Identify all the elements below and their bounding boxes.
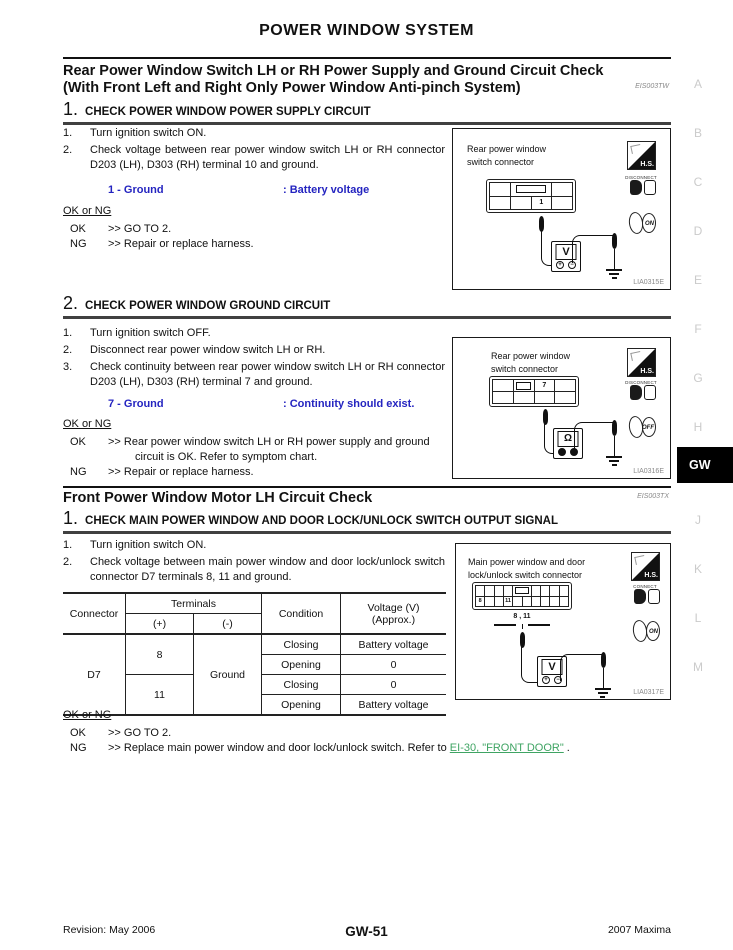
procedure-item xyxy=(63,326,445,341)
okng-label: OK or NG xyxy=(63,205,112,217)
terminal-cell: 8 xyxy=(476,597,484,607)
margin-tab-l: L xyxy=(694,611,702,625)
item-text: Check voltage between rear power window switch LH or RH connector D203 (LH), D303 (RH) terminal 10 and ground. xyxy=(90,144,445,171)
step-title: CHECK POWER WINDOW POWER SUPPLY CIRCUIT xyxy=(85,106,371,118)
divider xyxy=(63,57,671,59)
hs-tool-icon: H.S. xyxy=(627,141,656,170)
step3-heading xyxy=(63,508,671,534)
test-probe xyxy=(520,632,525,648)
cell-voltage: Battery voltage xyxy=(341,634,447,655)
cell-voltage: 0 xyxy=(341,675,447,695)
ignition-on-icon: ON xyxy=(633,618,660,645)
cell-condition: Closing xyxy=(262,675,341,695)
item-number: 2. xyxy=(63,556,73,568)
connect-icon-label: CONNECT xyxy=(633,584,657,589)
item-text: Turn ignition switch OFF. xyxy=(90,327,211,339)
ground-probe xyxy=(612,233,617,249)
terminal-cell: 7 xyxy=(535,380,555,391)
result-text: >> Repair or replace harness. xyxy=(108,466,254,478)
step-number: 1. xyxy=(63,99,79,119)
procedure-item xyxy=(63,555,453,585)
cell-condition: Opening xyxy=(262,695,341,716)
item-number: 1. xyxy=(63,539,73,551)
item-number: 1. xyxy=(63,127,73,139)
figure-caption: Rear power window switch connector xyxy=(491,351,571,374)
margin-tab-k: K xyxy=(693,562,702,576)
connector-slot xyxy=(516,382,531,390)
result-ng xyxy=(63,237,445,252)
connector-diagram xyxy=(489,376,579,407)
step-divider-bar xyxy=(63,316,671,319)
okng-label: OK or NG xyxy=(63,418,112,430)
wire xyxy=(614,249,615,269)
step-number: 2. xyxy=(63,293,79,313)
revision-label: Revision: May 2006 xyxy=(63,924,156,936)
step3-results xyxy=(63,708,671,756)
disconnect-icon-label: DISCONNECT xyxy=(625,380,657,385)
wire xyxy=(574,422,615,450)
cell-condition: Closing xyxy=(262,634,341,655)
result-key: OK xyxy=(70,727,86,739)
wire xyxy=(603,668,604,688)
result-text: >> Repair or replace harness. xyxy=(108,238,254,250)
terminals-label: 8 , 11 xyxy=(513,613,531,620)
ignition-off-icon: OFF xyxy=(629,414,656,441)
margin-tab-b: B xyxy=(693,126,702,140)
result-key: NG xyxy=(70,742,87,754)
step-divider-bar xyxy=(63,122,671,125)
disconnect-icon xyxy=(630,180,656,195)
step-number: 1. xyxy=(63,508,79,528)
cell-voltage: Battery voltage xyxy=(341,695,447,716)
margin-tab-g: G xyxy=(693,371,703,385)
spec-line xyxy=(63,397,445,412)
step1-body xyxy=(63,126,445,252)
th-connector: Connector xyxy=(63,593,126,634)
margin-tab-d: D xyxy=(693,224,703,238)
step2-heading xyxy=(63,293,671,319)
spec-line xyxy=(63,183,445,198)
divider xyxy=(63,486,671,488)
result-key: OK xyxy=(70,436,86,448)
item-text: Check continuity between rear power window switch LH or RH connector D203 (LH), D303 (RH) terminal 7 and ground. xyxy=(90,361,445,388)
spec-terminal: 1 - Ground xyxy=(108,184,164,196)
margin-tab-m: M xyxy=(693,660,703,674)
model-label: 2007 Maxima xyxy=(607,924,671,936)
spec-value: : Continuity should exist. xyxy=(283,398,415,410)
figure-rear-switch-continuity-check xyxy=(452,337,671,479)
margin-tab-h: H xyxy=(693,420,703,434)
voltage-spec-table xyxy=(63,592,446,716)
margin-tab-f: F xyxy=(694,322,702,336)
terminal-cell: 1 xyxy=(532,197,552,210)
item-number: 3. xyxy=(63,361,73,373)
th-terminals: Terminals xyxy=(126,593,262,614)
th-condition: Condition xyxy=(262,593,341,634)
section-title-line1: Front Power Window Motor LH Circuit Check xyxy=(63,490,373,506)
figure-caption: Rear power window switch connector xyxy=(467,144,547,167)
meter-minus-terminal: − xyxy=(568,261,576,269)
figure-main-switch-voltage-check xyxy=(455,543,671,700)
test-probe xyxy=(543,409,548,425)
spec-value: : Battery voltage xyxy=(283,184,370,196)
meter-display: V xyxy=(542,659,563,675)
item-text: Turn ignition switch ON. xyxy=(90,127,207,139)
item-number: 1. xyxy=(63,327,73,339)
hs-tool-icon: H.S. xyxy=(631,552,660,581)
result-text: >> GO TO 2. xyxy=(108,727,172,739)
th-plus: (+) xyxy=(126,614,194,635)
margin-tab-gw-active: GW xyxy=(677,447,733,483)
item-number: 2. xyxy=(63,144,73,156)
step3-body xyxy=(63,538,453,585)
figure-code: LIA0316E xyxy=(633,468,664,475)
page-number: GW-51 xyxy=(345,924,388,939)
result-ng xyxy=(63,741,671,756)
figure-code: LIA0315E xyxy=(633,279,664,286)
section-title-line1: Rear Power Window Switch LH or RH Power Supply and Ground Circuit Check xyxy=(63,63,604,79)
cell-terminal-minus: Ground xyxy=(194,634,262,715)
page-title: POWER WINDOW SYSTEM xyxy=(259,22,474,39)
section-title-line2: (With Front Left and Right Only Power Window Anti-pinch System) xyxy=(63,79,521,96)
cell-connector: D7 xyxy=(63,634,126,715)
meter-terminal xyxy=(558,448,566,456)
disconnect-icon xyxy=(630,385,656,400)
figure-code: LIA0317E xyxy=(633,689,664,696)
section-title-front-motor xyxy=(63,490,671,507)
result-ng xyxy=(63,465,445,480)
margin-tab-c: C xyxy=(693,175,703,189)
th-voltage: Voltage (V) (Approx.) xyxy=(341,593,447,634)
ei-30-front-door-link[interactable]: EI-30, "FRONT DOOR" xyxy=(449,742,564,754)
section-code: EIS003TX xyxy=(637,493,669,500)
result-key: NG xyxy=(70,238,87,250)
th-minus: (-) xyxy=(194,614,262,635)
step-title: CHECK MAIN POWER WINDOW AND DOOR LOCK/UNLOCK SWITCH OUTPUT SIGNAL xyxy=(85,515,558,527)
result-ok xyxy=(63,222,445,237)
connector-slot xyxy=(515,587,529,594)
step-title: CHECK POWER WINDOW GROUND CIRCUIT xyxy=(85,300,331,312)
cell-condition: Opening xyxy=(262,655,341,675)
result-key: OK xyxy=(70,223,86,235)
meter-plus-terminal: + xyxy=(556,261,564,269)
wire xyxy=(614,436,615,456)
terminal-cell: 11 xyxy=(504,597,512,607)
procedure-item xyxy=(63,538,453,553)
cell-voltage: 0 xyxy=(341,655,447,675)
hs-tool-icon: H.S. xyxy=(627,348,656,377)
connect-icon xyxy=(634,589,660,604)
procedure-item xyxy=(63,343,445,358)
margin-tab-a: A xyxy=(693,77,702,91)
step1-heading xyxy=(63,99,671,125)
ground-probe xyxy=(612,420,617,436)
cell-terminal-plus: 11 xyxy=(126,675,194,716)
meter-display: Ω xyxy=(558,431,579,447)
result-key: NG xyxy=(70,466,87,478)
section-title-rear-power-window xyxy=(63,63,671,96)
connector-slot xyxy=(516,185,546,193)
result-text: >> GO TO 2. xyxy=(108,223,172,235)
procedure-item xyxy=(63,143,445,173)
meter-display: V xyxy=(556,244,577,260)
step2-body xyxy=(63,326,445,480)
connector-diagram xyxy=(486,179,576,213)
item-text: Disconnect rear power window switch LH or RH. xyxy=(90,344,326,356)
meter-plus-terminal: + xyxy=(542,676,550,684)
margin-tab-e: E xyxy=(693,273,702,287)
result-ok xyxy=(63,435,445,465)
okng-label: OK or NG xyxy=(63,709,112,721)
result-text: >> Rear power window switch LH or RH power supply and ground circuit is OK. Refer to symptom chart. xyxy=(108,436,430,463)
item-number: 2. xyxy=(63,344,73,356)
section-code: EIS003TW xyxy=(635,82,669,90)
spec-terminal: 7 - Ground xyxy=(108,398,164,410)
disconnect-icon-label: DISCONNECT xyxy=(625,175,657,180)
item-text: Check voltage between main power window and door lock/unlock switch connector D7 terminals 8, 11 and ground. xyxy=(90,556,445,583)
procedure-item xyxy=(63,360,445,390)
meter-minus-terminal: − xyxy=(554,676,562,684)
cell-terminal-plus: 8 xyxy=(126,634,194,675)
item-text: Turn ignition switch ON. xyxy=(90,539,207,551)
wire xyxy=(572,235,615,263)
ground-probe xyxy=(601,652,606,668)
figure-rear-switch-voltage-check xyxy=(452,128,671,290)
result-text: >> Replace main power window and door lock/unlock switch. Refer to EI-30, "FRONT DOOR" . xyxy=(108,742,570,754)
step-divider-bar xyxy=(63,531,671,534)
procedure-item xyxy=(63,126,445,141)
connector-diagram xyxy=(472,582,572,610)
margin-tab-j: J xyxy=(695,513,701,527)
result-ok xyxy=(63,726,671,741)
figure-caption: Main power window and door lock/unlock switch connector xyxy=(468,557,586,580)
ignition-on-icon: ON xyxy=(629,210,656,237)
wire xyxy=(560,654,603,681)
